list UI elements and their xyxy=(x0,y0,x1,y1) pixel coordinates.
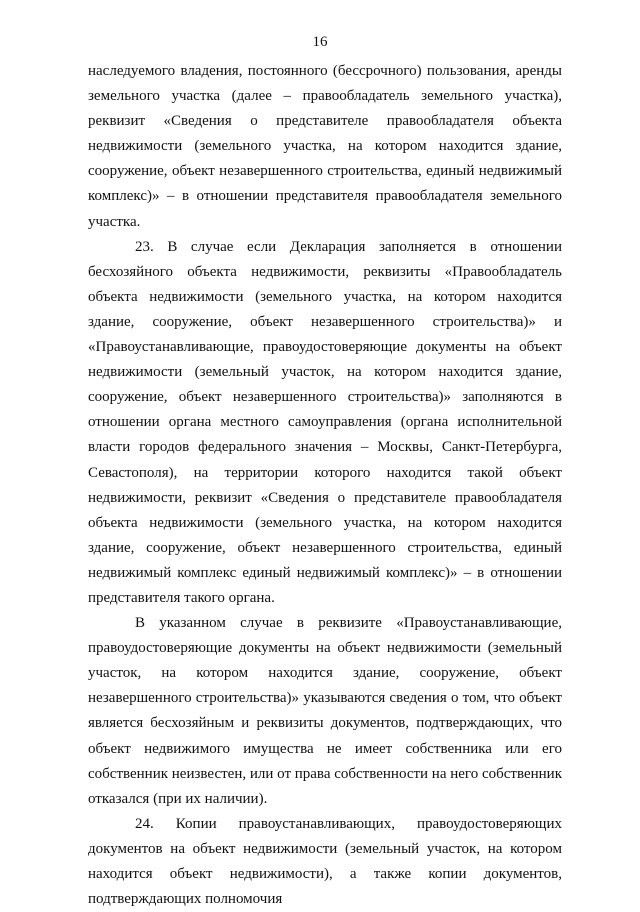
paragraph-continuation: наследуемого владения, постоянного (бессрочного) пользования, аренды земельного участка (далее – правообладатель земельного участка), реквизит «Сведения о представителе правообладателя объекта недвижимости (земельного участка, на котором находится здание, сооружение, объект незавершенного строительства, единый недвижимый комплекс)» – в отношении представителя правообладателя земельного участка. xyxy=(88,63,562,230)
page-number: 16 xyxy=(312,34,328,50)
paragraph-23: 23. В случае если Декларация заполняется в отношении бесхозяйного объекта недвижимости, реквизиты «Правообладатель объекта недвижимости (земельного участка, на котором находится здание, сооружение, объект незавершенного строительства)» и «Правоустанавливающие, правоудостоверяющие документы на объект недвижимости (земельный участок, на котором находится здание, сооружение, объект незавершенного строительства)» заполняются в отношении органа местного самоуправления (органа исполнительной власти городов федерального значения – Москвы, Санкт-Петербурга, Севастополя), на территории которого находится такой объект недвижимости, реквизит «Сведения о представителе правообладателя объекта недвижимости (земельного участка, на котором находится здание, сооружение, объект незавершенного строительства, единый недвижимый комплекс единый недвижимый комплекс)» – в отношении представителя такого органа. xyxy=(88,238,562,606)
paragraph-23-ownerless-case: В указанном случае в реквизите «Правоустанавливающие, правоудостоверяющие документы на объект недвижимости (земельный участок, на котором находится здание, сооружение, объект незавершенного строительства)» указываются сведения о том, что объект является бесхозяйным и реквизиты документов, подтверждающих, что объект недвижимого имущества не имеет собственника или его собственник неизвестен, или от права собственности на него собственник отказался (при их наличии). xyxy=(88,615,562,807)
paragraph-24: 24. Копии правоустанавливающих, правоудостоверяющих документов на объект недвижимости (земельный участок, на котором находится объект недвижимости), а также копии документов, подтверждающих полномочия xyxy=(88,815,562,908)
document-body xyxy=(88,59,562,912)
